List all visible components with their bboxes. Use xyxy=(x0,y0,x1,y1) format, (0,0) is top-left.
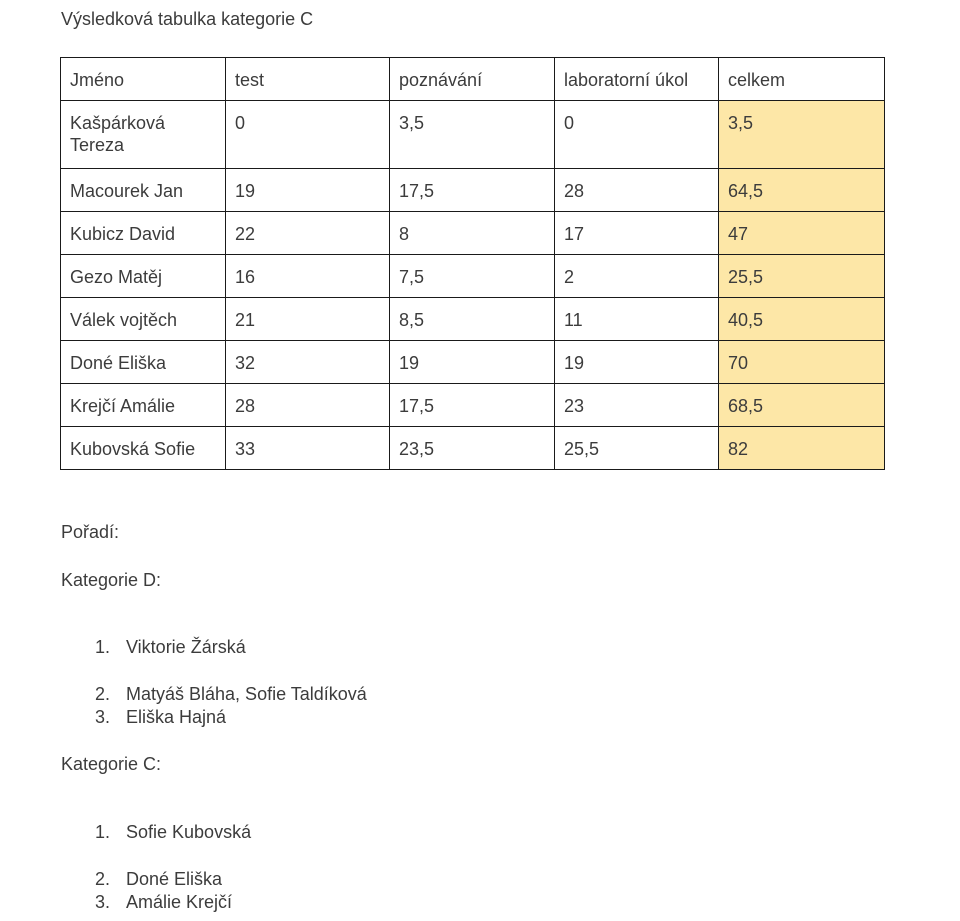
order-heading: Pořadí: xyxy=(61,522,120,542)
cell-name-line1: Kašpárková xyxy=(70,113,166,133)
cell-test: 0 xyxy=(226,101,390,169)
cell-recognition: 3,5 xyxy=(390,101,555,169)
table-row xyxy=(61,255,885,298)
list-item-text: Doné Eliška xyxy=(126,869,223,889)
category-d-heading: Kategorie D: xyxy=(61,570,162,590)
cell-test: 16 xyxy=(226,255,390,298)
header-cell-test: test xyxy=(226,58,390,101)
cell-test: 32 xyxy=(226,341,390,384)
list-item-text: Amálie Krejčí xyxy=(126,892,233,912)
table-row xyxy=(61,384,885,427)
list-item xyxy=(95,822,251,843)
table-row xyxy=(61,212,885,255)
table-row xyxy=(61,427,885,470)
list-item-number: 1. xyxy=(95,822,111,842)
header-cell-recognition: poznávání xyxy=(390,58,555,101)
list-item xyxy=(95,869,222,890)
cell-test: 33 xyxy=(226,427,390,470)
list-item-number: 2. xyxy=(95,684,111,704)
list-item-text: Viktorie Žárská xyxy=(126,637,246,657)
cell-total: 40,5 xyxy=(719,298,885,341)
cell-lab-task: 11 xyxy=(555,298,719,341)
list-item-text: Eliška Hajná xyxy=(126,707,227,727)
cell-total: 82 xyxy=(719,427,885,470)
cell-total: 70 xyxy=(719,341,885,384)
list-item xyxy=(95,892,232,913)
cell-recognition: 17,5 xyxy=(390,169,555,212)
results-table xyxy=(60,57,885,470)
cell-total: 47 xyxy=(719,212,885,255)
cell-lab-task: 19 xyxy=(555,341,719,384)
cell-lab-task: 23 xyxy=(555,384,719,427)
cell-total: 68,5 xyxy=(719,384,885,427)
cell-name: Kubovská Sofie xyxy=(61,427,226,470)
cell-recognition: 8 xyxy=(390,212,555,255)
cell-name: Krejčí Amálie xyxy=(61,384,226,427)
table-row xyxy=(61,101,885,169)
cell-lab-task: 0 xyxy=(555,101,719,169)
table-header-row xyxy=(61,58,885,101)
cell-recognition: 7,5 xyxy=(390,255,555,298)
cell-total: 25,5 xyxy=(719,255,885,298)
cell-name xyxy=(61,101,226,169)
list-item-number: 3. xyxy=(95,892,111,912)
list-item xyxy=(95,684,367,705)
cell-total: 64,5 xyxy=(719,169,885,212)
cell-name: Doné Eliška xyxy=(61,341,226,384)
cell-test: 19 xyxy=(226,169,390,212)
cell-name: Válek vojtěch xyxy=(61,298,226,341)
cell-lab-task: 28 xyxy=(555,169,719,212)
cell-recognition: 19 xyxy=(390,341,555,384)
table-row xyxy=(61,298,885,341)
header-cell-name: Jméno xyxy=(61,58,226,101)
document-title: Výsledková tabulka kategorie C xyxy=(61,9,314,29)
list-item-number: 2. xyxy=(95,869,111,889)
cell-recognition: 8,5 xyxy=(390,298,555,341)
cell-test: 21 xyxy=(226,298,390,341)
cell-test: 22 xyxy=(226,212,390,255)
category-c-heading: Kategorie C: xyxy=(61,754,162,774)
cell-lab-task: 25,5 xyxy=(555,427,719,470)
list-item-number: 3. xyxy=(95,707,111,727)
cell-name: Macourek Jan xyxy=(61,169,226,212)
list-item-number: 1. xyxy=(95,637,111,657)
cell-recognition: 23,5 xyxy=(390,427,555,470)
cell-test: 28 xyxy=(226,384,390,427)
cell-name-line2: Tereza xyxy=(70,135,125,155)
list-item-text: Matyáš Bláha, Sofie Taldíková xyxy=(126,684,367,704)
list-item xyxy=(95,707,226,728)
cell-name: Gezo Matěj xyxy=(61,255,226,298)
header-cell-total: celkem xyxy=(719,58,885,101)
cell-lab-task: 17 xyxy=(555,212,719,255)
list-item-text: Sofie Kubovská xyxy=(126,822,252,842)
list-item xyxy=(95,637,246,658)
header-cell-lab-task: laboratorní úkol xyxy=(555,58,719,101)
cell-total: 3,5 xyxy=(719,101,885,169)
cell-name: Kubicz David xyxy=(61,212,226,255)
cell-recognition: 17,5 xyxy=(390,384,555,427)
cell-lab-task: 2 xyxy=(555,255,719,298)
table-row xyxy=(61,169,885,212)
table-row xyxy=(61,341,885,384)
